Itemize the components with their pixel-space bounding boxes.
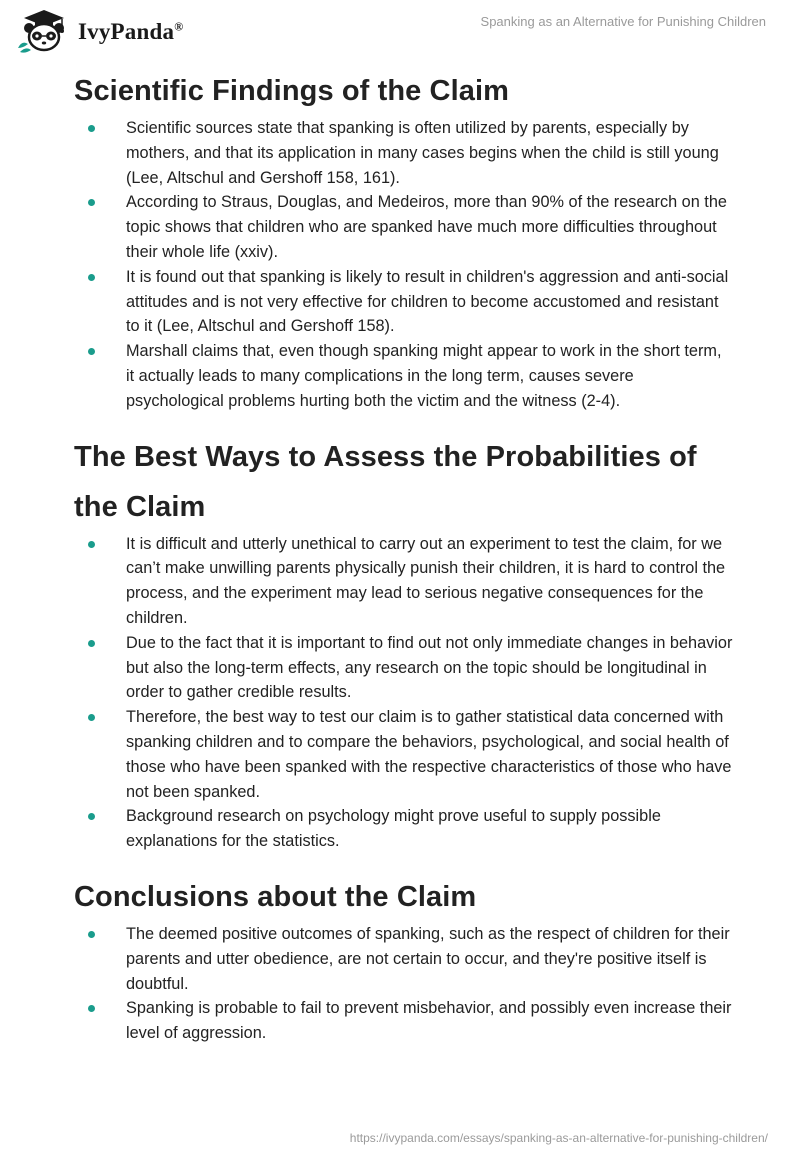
list-item bbox=[74, 996, 734, 1046]
article-content bbox=[74, 66, 734, 1046]
section-heading: Scientific Findings of the Claim bbox=[74, 75, 510, 107]
bullet-list bbox=[74, 532, 734, 854]
list-item-text: The deemed positive outcomes of spanking, such as the respect of children for their parents and utter obedience, are not certain to occur, and they're positive itself is doubtful. bbox=[126, 924, 730, 993]
bullet-icon bbox=[88, 813, 95, 820]
list-item-text: Spanking is probable to fail to prevent misbehavior, and possibly even increase their level of aggression. bbox=[126, 999, 732, 1043]
bullet-icon bbox=[88, 199, 95, 206]
document-title: Spanking as an Alternative for Punishing Children bbox=[480, 14, 766, 29]
list-item-text: Scientific sources state that spanking is often utilized by parents, especially by mothers, and that its application in many cases begins when the child is still young (Lee, Altschul and Gershoff 158, 161). bbox=[126, 119, 719, 187]
list-item-text: It is found out that spanking is likely to result in children's aggression and anti-social attitudes and is not very effective for children to become accustomed and resistant to it (Lee, Altschul and Gershoff 158). bbox=[126, 267, 729, 336]
brand-name[interactable]: IvyPanda® bbox=[78, 19, 184, 44]
bullet-icon bbox=[88, 1005, 95, 1012]
section-heading: Conclusions about the Claim bbox=[74, 880, 477, 913]
bullet-list bbox=[74, 116, 734, 414]
list-item bbox=[74, 116, 734, 190]
list-item-text: Due to the fact that it is important to find out not only immediate changes in behavior but also the long-term effects, any research on the topic should be longitudinal in order to gather credible results. bbox=[126, 633, 733, 702]
bullet-icon bbox=[88, 640, 95, 647]
bullet-icon bbox=[88, 125, 95, 132]
panda-logo-icon[interactable] bbox=[14, 8, 74, 54]
bullet-list bbox=[74, 922, 734, 1046]
bullet-icon bbox=[88, 714, 95, 721]
list-item bbox=[74, 705, 734, 804]
list-item-text: Marshall claims that, even though spanking might appear to work in the short term, it actually leads to many complications in the long term, causes severe psychological problems hurting both the victim and the witness (2-4). bbox=[126, 342, 722, 410]
list-item-text: Background research on psychology might prove useful to supply possible explanations for the statistics. bbox=[126, 807, 661, 851]
section-heading: The Best Ways to Assess the Probabilities of the Claim bbox=[74, 440, 697, 523]
list-item bbox=[74, 339, 734, 413]
page-header bbox=[0, 0, 800, 60]
list-item-text: According to Straus, Douglas, and Medeiros, more than 90% of the research on the topic shows that children who are spanked have much more difficulties throughout their whole life (xxiv). bbox=[126, 193, 727, 261]
list-item bbox=[74, 631, 734, 705]
list-item bbox=[74, 190, 734, 264]
bullet-icon bbox=[88, 541, 95, 548]
list-item-text: Therefore, the best way to test our claim is to gather statistical data concerned with spanking children and to compare the behaviors, psychological, and social health of those who have been spanked with the respective characteristics of those who have not been spanked. bbox=[126, 708, 732, 801]
source-url[interactable]: https://ivypanda.com/essays/spanking-as-an-alternative-for-punishing-children/ bbox=[349, 1131, 768, 1145]
list-item bbox=[74, 265, 734, 339]
bullet-icon bbox=[88, 931, 95, 938]
list-item-text: It is difficult and utterly unethical to carry out an experiment to test the claim, for we can’t make unwilling parents physically punish their children, it is hard to control the process, and the experiment may lead to serious negative consequences for the children. bbox=[126, 534, 726, 627]
bullet-icon bbox=[88, 274, 95, 281]
list-item bbox=[74, 804, 734, 854]
list-item bbox=[74, 532, 734, 631]
bullet-icon bbox=[88, 348, 95, 355]
list-item bbox=[74, 922, 734, 996]
